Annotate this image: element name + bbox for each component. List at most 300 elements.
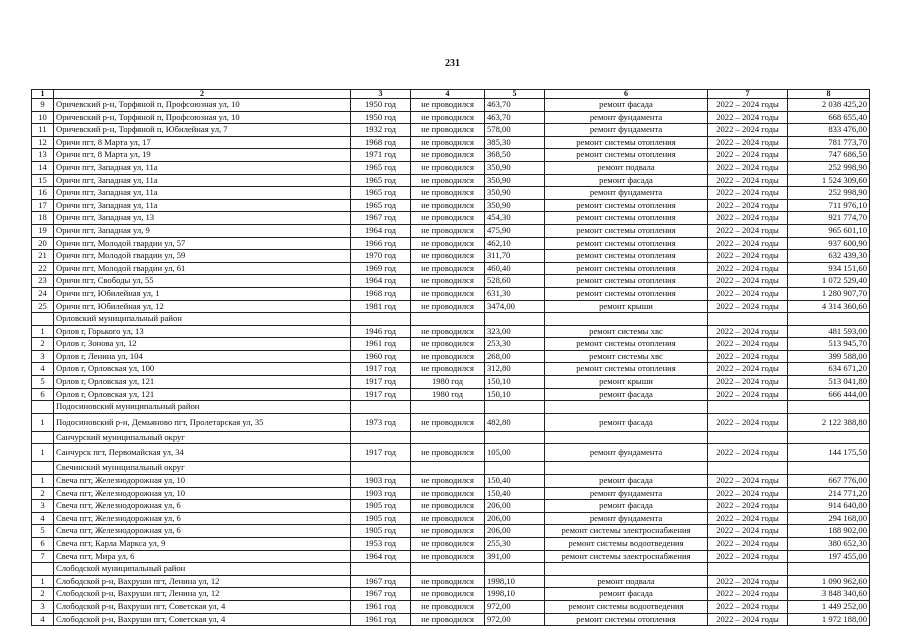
cost-cell: 668 655,40 <box>788 111 870 124</box>
district-spacer <box>32 462 54 475</box>
last-repair-cell: не проводился <box>411 575 485 588</box>
period-cell: 2022 – 2024 годы <box>708 212 788 225</box>
table-row <box>32 350 870 363</box>
row-number: 1 <box>32 413 54 431</box>
row-number: 22 <box>32 262 54 275</box>
last-repair-cell: не проводился <box>411 111 485 124</box>
cost-cell: 781 773,70 <box>788 136 870 149</box>
area-cell: 578,00 <box>485 124 545 137</box>
table-row <box>32 525 870 538</box>
work-type-cell: ремонт системы отопления <box>545 237 708 250</box>
row-number: 2 <box>32 338 54 351</box>
area-cell: 391,00 <box>485 550 545 563</box>
column-number-row <box>32 90 870 99</box>
area-cell: 385,30 <box>485 136 545 149</box>
work-type-cell: ремонт системы отопления <box>545 149 708 162</box>
work-type-cell: ремонт системы хвс <box>545 325 708 338</box>
address-cell: Оричи пгт, 8 Марта ул, 17 <box>54 136 351 149</box>
row-number: 6 <box>32 388 54 401</box>
cost-cell: 214 771,20 <box>788 487 870 500</box>
page-number: 231 <box>445 58 460 69</box>
address-cell: Свеча пгт, Железнодорожная ул, 10 <box>54 475 351 488</box>
year-built-cell: 1917 год <box>351 388 411 401</box>
address-cell: Слободской р-н, Вахруши пгт, Ленина ул, 12 <box>54 588 351 601</box>
district-spacer <box>32 401 54 414</box>
work-type-cell: ремонт фасада <box>545 413 708 431</box>
year-built-cell: 1965 год <box>351 161 411 174</box>
area-cell: 350,90 <box>485 161 545 174</box>
last-repair-cell: 1980 год <box>411 376 485 389</box>
area-cell: 150,10 <box>485 376 545 389</box>
cost-cell: 1 449 252,00 <box>788 600 870 613</box>
work-type-cell: ремонт системы отопления <box>545 212 708 225</box>
work-type-cell: ремонт системы отопления <box>545 224 708 237</box>
year-built-cell: 1968 год <box>351 136 411 149</box>
year-built-cell: 1965 год <box>351 199 411 212</box>
address-cell: Орлов г, Орловская ул, 121 <box>54 388 351 401</box>
empty-cell <box>708 313 788 326</box>
address-cell: Оричевский р-н, Торфяной п, Профсоюзная ул, 10 <box>54 99 351 112</box>
period-cell: 2022 – 2024 годы <box>708 237 788 250</box>
last-repair-cell: не проводился <box>411 199 485 212</box>
last-repair-cell: не проводился <box>411 124 485 137</box>
last-repair-cell: не проводился <box>411 600 485 613</box>
period-cell: 2022 – 2024 годы <box>708 325 788 338</box>
period-cell: 2022 – 2024 годы <box>708 262 788 275</box>
period-cell: 2022 – 2024 годы <box>708 512 788 525</box>
period-cell: 2022 – 2024 годы <box>708 124 788 137</box>
period-cell: 2022 – 2024 годы <box>708 350 788 363</box>
last-repair-cell: не проводился <box>411 444 485 462</box>
area-cell: 350,90 <box>485 174 545 187</box>
last-repair-cell: не проводился <box>411 538 485 551</box>
address-cell: Оричи пгт, Молодой гвардии ул, 59 <box>54 250 351 263</box>
period-cell: 2022 – 2024 годы <box>708 550 788 563</box>
empty-cell <box>788 462 870 475</box>
work-type-cell: ремонт фасада <box>545 388 708 401</box>
row-number: 1 <box>32 325 54 338</box>
last-repair-cell: не проводился <box>411 413 485 431</box>
empty-cell <box>485 563 545 576</box>
area-cell: 206,00 <box>485 500 545 513</box>
column-header: 3 <box>351 90 411 99</box>
year-built-cell: 1917 год <box>351 444 411 462</box>
work-type-cell: ремонт системы водоотведения <box>545 600 708 613</box>
last-repair-cell: не проводился <box>411 350 485 363</box>
table-row <box>32 136 870 149</box>
area-cell: 482,80 <box>485 413 545 431</box>
table-row <box>32 111 870 124</box>
year-built-cell: 1969 год <box>351 262 411 275</box>
row-number: 20 <box>32 237 54 250</box>
column-header: 6 <box>545 90 708 99</box>
address-cell: Оричи пгт, Западная ул, 11а <box>54 174 351 187</box>
table-row <box>32 487 870 500</box>
work-type-cell: ремонт системы электроснабжения <box>545 550 708 563</box>
cost-cell: 632 439,30 <box>788 250 870 263</box>
area-cell: 460,40 <box>485 262 545 275</box>
area-cell: 454,30 <box>485 212 545 225</box>
address-cell: Свеча пгт, Карла Маркса ул, 9 <box>54 538 351 551</box>
table-row <box>32 512 870 525</box>
work-type-cell: ремонт фундамента <box>545 111 708 124</box>
area-cell: 253,30 <box>485 338 545 351</box>
address-cell: Слободской р-н, Вахруши пгт, Советская ул, 4 <box>54 600 351 613</box>
row-number: 5 <box>32 525 54 538</box>
row-number: 3 <box>32 500 54 513</box>
year-built-cell: 1964 год <box>351 550 411 563</box>
period-cell: 2022 – 2024 годы <box>708 444 788 462</box>
year-built-cell: 1965 год <box>351 187 411 200</box>
last-repair-cell: не проводился <box>411 613 485 626</box>
last-repair-cell: не проводился <box>411 512 485 525</box>
address-cell: Орлов г, Орловская ул, 100 <box>54 363 351 376</box>
cost-cell: 513 041,80 <box>788 376 870 389</box>
work-type-cell: ремонт фундамента <box>545 512 708 525</box>
period-cell: 2022 – 2024 годы <box>708 111 788 124</box>
cost-cell: 252 998,90 <box>788 161 870 174</box>
row-number: 16 <box>32 187 54 200</box>
district-name: Орловский муниципальный район <box>54 313 351 326</box>
year-built-cell: 1964 год <box>351 224 411 237</box>
work-type-cell: ремонт крыши <box>545 300 708 313</box>
column-header: 1 <box>32 90 54 99</box>
row-number: 3 <box>32 600 54 613</box>
district-row <box>32 563 870 576</box>
last-repair-cell: не проводился <box>411 136 485 149</box>
cost-cell: 399 588,00 <box>788 350 870 363</box>
work-type-cell: ремонт фасада <box>545 99 708 112</box>
cost-cell: 934 151,60 <box>788 262 870 275</box>
address-cell: Оричи пгт, Западная ул, 13 <box>54 212 351 225</box>
table-row <box>32 376 870 389</box>
cost-cell: 2 038 425,20 <box>788 99 870 112</box>
empty-cell <box>545 563 708 576</box>
table-row <box>32 287 870 300</box>
table-row <box>32 575 870 588</box>
cost-cell: 965 601,10 <box>788 224 870 237</box>
row-number: 19 <box>32 224 54 237</box>
row-number: 10 <box>32 111 54 124</box>
area-cell: 268,00 <box>485 350 545 363</box>
period-cell: 2022 – 2024 годы <box>708 338 788 351</box>
table-row <box>32 413 870 431</box>
cost-cell: 380 652,30 <box>788 538 870 551</box>
work-type-cell: ремонт системы водоотведения <box>545 538 708 551</box>
year-built-cell: 1917 год <box>351 376 411 389</box>
row-number: 1 <box>32 475 54 488</box>
cost-cell: 1 090 962,60 <box>788 575 870 588</box>
area-cell: 631,30 <box>485 287 545 300</box>
year-built-cell: 1973 год <box>351 413 411 431</box>
year-built-cell: 1946 год <box>351 325 411 338</box>
empty-cell <box>485 313 545 326</box>
area-cell: 463,70 <box>485 111 545 124</box>
table-body <box>32 90 870 626</box>
row-number: 23 <box>32 275 54 288</box>
cost-cell: 711 976,10 <box>788 199 870 212</box>
row-number: 15 <box>32 174 54 187</box>
empty-cell <box>485 431 545 444</box>
last-repair-cell: не проводился <box>411 250 485 263</box>
period-cell: 2022 – 2024 годы <box>708 388 788 401</box>
table-row <box>32 161 870 174</box>
cost-cell: 513 945,70 <box>788 338 870 351</box>
area-cell: 368,50 <box>485 149 545 162</box>
empty-cell <box>545 401 708 414</box>
empty-cell <box>788 401 870 414</box>
period-cell: 2022 – 2024 годы <box>708 199 788 212</box>
year-built-cell: 1961 год <box>351 613 411 626</box>
empty-cell <box>788 313 870 326</box>
row-number: 21 <box>32 250 54 263</box>
district-spacer <box>32 431 54 444</box>
year-built-cell: 1903 год <box>351 475 411 488</box>
address-cell: Оричевский р-н, Торфяной п, Профсоюзная ул, 10 <box>54 111 351 124</box>
area-cell: 1998,10 <box>485 575 545 588</box>
address-cell: Слободской р-н, Вахруши пгт, Ленина ул, 12 <box>54 575 351 588</box>
year-built-cell: 1903 год <box>351 487 411 500</box>
work-type-cell: ремонт системы отопления <box>545 613 708 626</box>
last-repair-cell: не проводился <box>411 237 485 250</box>
empty-cell <box>411 313 485 326</box>
table-row <box>32 475 870 488</box>
cost-cell: 1 972 188,00 <box>788 613 870 626</box>
period-cell: 2022 – 2024 годы <box>708 224 788 237</box>
work-type-cell: ремонт системы отопления <box>545 275 708 288</box>
column-header: 2 <box>54 90 351 99</box>
year-built-cell: 1966 год <box>351 237 411 250</box>
address-cell: Орлов г, Орловская ул, 121 <box>54 376 351 389</box>
empty-cell <box>411 401 485 414</box>
year-built-cell: 1967 год <box>351 588 411 601</box>
address-cell: Подосиновский р-н, Демьяново пгт, Пролетарская ул, 35 <box>54 413 351 431</box>
empty-cell <box>351 431 411 444</box>
address-cell: Оричи пгт, Западная ул, 11а <box>54 161 351 174</box>
district-name: Подосиновский муниципальный район <box>54 401 351 414</box>
empty-cell <box>708 431 788 444</box>
period-cell: 2022 – 2024 годы <box>708 525 788 538</box>
last-repair-cell: не проводился <box>411 99 485 112</box>
cost-cell: 921 774,70 <box>788 212 870 225</box>
column-header: 5 <box>485 90 545 99</box>
year-built-cell: 1967 год <box>351 212 411 225</box>
empty-cell <box>411 563 485 576</box>
table-row <box>32 199 870 212</box>
empty-cell <box>545 431 708 444</box>
address-cell: Свеча пгт, Железнодорожная ул, 10 <box>54 487 351 500</box>
year-built-cell: 1950 год <box>351 99 411 112</box>
last-repair-cell: не проводился <box>411 500 485 513</box>
work-type-cell: ремонт фундамента <box>545 124 708 137</box>
work-type-cell: ремонт фасада <box>545 500 708 513</box>
period-cell: 2022 – 2024 годы <box>708 376 788 389</box>
cost-cell: 144 175,50 <box>788 444 870 462</box>
address-cell: Санчурск пгт, Первомайская ул, 34 <box>54 444 351 462</box>
last-repair-cell: не проводился <box>411 325 485 338</box>
period-cell: 2022 – 2024 годы <box>708 99 788 112</box>
last-repair-cell: не проводился <box>411 588 485 601</box>
work-type-cell: ремонт фасада <box>545 174 708 187</box>
row-number: 3 <box>32 350 54 363</box>
cost-cell: 914 640,00 <box>788 500 870 513</box>
period-cell: 2022 – 2024 годы <box>708 413 788 431</box>
work-type-cell: ремонт системы отопления <box>545 136 708 149</box>
work-type-cell: ремонт системы отопления <box>545 250 708 263</box>
area-cell: 350,90 <box>485 199 545 212</box>
year-built-cell: 1950 год <box>351 111 411 124</box>
table-row <box>32 99 870 112</box>
address-cell: Орлов г, Горького ул, 13 <box>54 325 351 338</box>
area-cell: 972,00 <box>485 613 545 626</box>
last-repair-cell: не проводился <box>411 275 485 288</box>
address-cell: Орлов г, Ленина ул, 104 <box>54 350 351 363</box>
last-repair-cell: не проводился <box>411 338 485 351</box>
table-row <box>32 275 870 288</box>
empty-cell <box>708 462 788 475</box>
area-cell: 150,40 <box>485 487 545 500</box>
last-repair-cell: не проводился <box>411 363 485 376</box>
period-cell: 2022 – 2024 годы <box>708 161 788 174</box>
table-row <box>32 237 870 250</box>
district-name: Свечинский муниципальный округ <box>54 462 351 475</box>
work-type-cell: ремонт системы хвс <box>545 350 708 363</box>
column-header: 4 <box>411 90 485 99</box>
address-cell: Оричи пгт, Свободы ул, 55 <box>54 275 351 288</box>
district-row <box>32 313 870 326</box>
table-row <box>32 149 870 162</box>
period-cell: 2022 – 2024 годы <box>708 575 788 588</box>
period-cell: 2022 – 2024 годы <box>708 287 788 300</box>
table-row <box>32 550 870 563</box>
row-number: 14 <box>32 161 54 174</box>
cost-cell: 2 122 388,80 <box>788 413 870 431</box>
work-type-cell: ремонт системы отопления <box>545 262 708 275</box>
year-built-cell: 1917 год <box>351 363 411 376</box>
district-name: Санчурский муниципальный округ <box>54 431 351 444</box>
year-built-cell: 1905 год <box>351 500 411 513</box>
address-cell: Оричи пгт, Западная ул, 9 <box>54 224 351 237</box>
cost-cell: 197 455,00 <box>788 550 870 563</box>
address-cell: Оричи пгт, Юбилейная ул, 1 <box>54 287 351 300</box>
area-cell: 528,60 <box>485 275 545 288</box>
table-row <box>32 538 870 551</box>
row-number: 1 <box>32 444 54 462</box>
empty-cell <box>708 563 788 576</box>
row-number: 4 <box>32 363 54 376</box>
area-cell: 1998,10 <box>485 588 545 601</box>
cost-cell: 1 280 907,70 <box>788 287 870 300</box>
year-built-cell: 1971 год <box>351 149 411 162</box>
table-row <box>32 325 870 338</box>
year-built-cell: 1970 год <box>351 250 411 263</box>
row-number: 2 <box>32 487 54 500</box>
row-number: 9 <box>32 99 54 112</box>
last-repair-cell: не проводился <box>411 300 485 313</box>
cost-cell: 937 600,90 <box>788 237 870 250</box>
period-cell: 2022 – 2024 годы <box>708 136 788 149</box>
empty-cell <box>708 401 788 414</box>
table-row <box>32 212 870 225</box>
table-row <box>32 262 870 275</box>
year-built-cell: 1981 год <box>351 300 411 313</box>
last-repair-cell: не проводился <box>411 187 485 200</box>
year-built-cell: 1960 год <box>351 350 411 363</box>
last-repair-cell: не проводился <box>411 149 485 162</box>
period-cell: 2022 – 2024 годы <box>708 174 788 187</box>
period-cell: 2022 – 2024 годы <box>708 487 788 500</box>
table-row <box>32 613 870 626</box>
period-cell: 2022 – 2024 годы <box>708 475 788 488</box>
work-type-cell: ремонт системы отопления <box>545 199 708 212</box>
address-cell: Орлов г, Зонова ул, 12 <box>54 338 351 351</box>
year-built-cell: 1964 год <box>351 275 411 288</box>
empty-cell <box>351 313 411 326</box>
address-cell: Оричи пгт, Молодой гвардии ул, 57 <box>54 237 351 250</box>
period-cell: 2022 – 2024 годы <box>708 538 788 551</box>
work-type-cell: ремонт системы отопления <box>545 287 708 300</box>
area-cell: 150,10 <box>485 388 545 401</box>
year-built-cell: 1932 год <box>351 124 411 137</box>
address-cell: Свеча пгт, Железнодорожная ул, 6 <box>54 500 351 513</box>
table-row <box>32 338 870 351</box>
district-spacer <box>32 313 54 326</box>
year-built-cell: 1961 год <box>351 338 411 351</box>
year-built-cell: 1905 год <box>351 525 411 538</box>
last-repair-cell: не проводился <box>411 174 485 187</box>
cost-cell: 634 671,20 <box>788 363 870 376</box>
table-row <box>32 124 870 137</box>
row-number: 1 <box>32 575 54 588</box>
period-cell: 2022 – 2024 годы <box>708 275 788 288</box>
area-cell: 323,00 <box>485 325 545 338</box>
table-row <box>32 224 870 237</box>
table-row <box>32 500 870 513</box>
cost-cell: 747 686,50 <box>788 149 870 162</box>
address-cell: Оричи пгт, Юбилейная ул, 12 <box>54 300 351 313</box>
empty-cell <box>788 563 870 576</box>
address-cell: Оричи пгт, Западная ул, 11а <box>54 187 351 200</box>
area-cell: 312,80 <box>485 363 545 376</box>
year-built-cell: 1967 год <box>351 575 411 588</box>
work-type-cell: ремонт фасада <box>545 588 708 601</box>
row-number: 12 <box>32 136 54 149</box>
cost-cell: 481 593,00 <box>788 325 870 338</box>
last-repair-cell: не проводился <box>411 287 485 300</box>
last-repair-cell: не проводился <box>411 224 485 237</box>
table-row <box>32 363 870 376</box>
area-cell: 475,90 <box>485 224 545 237</box>
row-number: 24 <box>32 287 54 300</box>
work-type-cell: ремонт крыши <box>545 376 708 389</box>
last-repair-cell: не проводился <box>411 487 485 500</box>
period-cell: 2022 – 2024 годы <box>708 187 788 200</box>
empty-cell <box>545 462 708 475</box>
area-cell: 462,10 <box>485 237 545 250</box>
table-row <box>32 444 870 462</box>
period-cell: 2022 – 2024 годы <box>708 363 788 376</box>
row-number: 4 <box>32 613 54 626</box>
district-row <box>32 401 870 414</box>
district-row <box>32 431 870 444</box>
year-built-cell: 1961 год <box>351 600 411 613</box>
area-cell: 206,00 <box>485 512 545 525</box>
cost-cell: 294 168,00 <box>788 512 870 525</box>
table-row <box>32 300 870 313</box>
cost-cell: 252 998,90 <box>788 187 870 200</box>
empty-cell <box>411 431 485 444</box>
work-type-cell: ремонт фундамента <box>545 187 708 200</box>
